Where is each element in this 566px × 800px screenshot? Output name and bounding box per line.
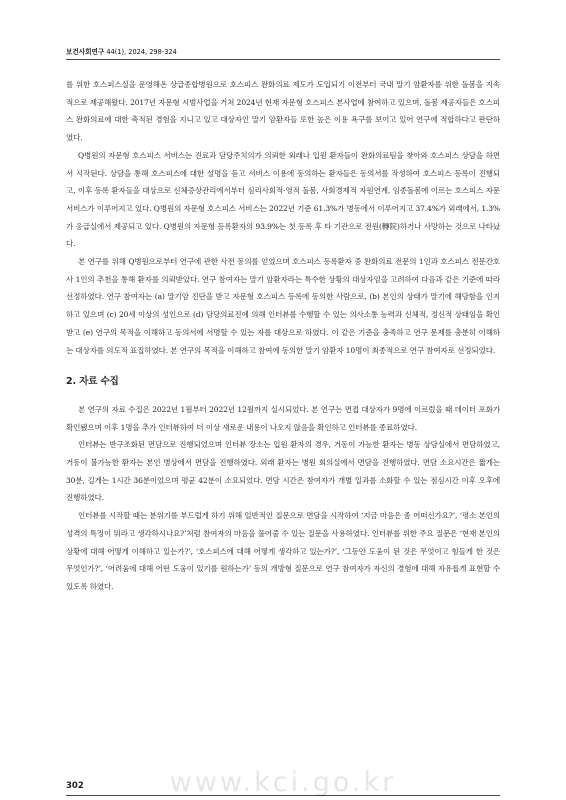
body-paragraph: 인터뷰는 반구조화된 면담으로 진행되었으며 인터뷰 장소는 입원 환자의 경우, 거동이 가능한 환자는 병동 상담실에서 면담하였고, 거동이 불가능한 환자는 본인 병상에서 면담을 진행하였다. 외래 환자는 병원 회의실에서 면담을 진행하였다. 면담 소요시간은 짧게는 30분, 길게는 1시간 36분이었으며 평균 42분이 소요되었다. 면담 시간은 참여자가 개별 일과를 소화할 수 있는 점심시간 이후 오후에 진행하였다. xyxy=(66,440,500,503)
body-paragraph: 본 연구를 위해 Q병원으로부터 연구에 관한 사전 동의를 얻었으며 호스피스 등록환자 중 완화의료 전문의 1인과 호스피스 전문간호사 1인의 추천을 통해 환자를 의뢰받았다. 연구 참여자는 말기 암환자라는 특수한 상황의 대상자임을 고려하여 다음과 같은 기준에 따라 선정하였다. 연구 참여자는 (a) 말기암 진단을 받고 자문형 호스피스 등록에 동의한 사람으로, (b) 본인의 상태가 말기에 해당함을 인지하고 있으며 (c) 20세 이상의 성인으로 (d) 담당의료진에 의해 인터뷰를 수행할 수 있는 의사소통 능력과 신체적, 정신적 상태임을 확인받고 (e) 연구의 목적을 이해하고 동의서에 서명할 수 있는 자를 대상으로 하였다. 이 같은 기준을 충족하고 연구 문제를 충분히 이해하는 대상자를 의도적 표집하였다. 본 연구의 목적을 이해하고 참여에 동의한 말기 암환자 10명이 최종적으로 연구 참여자로 선정되었다. xyxy=(66,257,500,355)
header-divider xyxy=(66,59,500,60)
journal-title: 보건사회연구 xyxy=(66,48,105,56)
watermark: www.kci.go.kr xyxy=(169,767,397,798)
footer-divider xyxy=(66,795,500,796)
body-paragraph: Q병원의 자문형 호스피스 서비스는 진료과 담당주치의가 의뢰한 외래나 입원 환자들이 완화의료팀을 찾아와 호스피스 상담을 하면서 시작된다. 상담을 통해 호스피스에 대한 설명을 듣고 서비스 이용에 동의하는 환자들은 동의서를 작성하여 호스피스 등록이 진행되고, 이후 등록 환자들을 대상으로 신체증상관리에서부터 심리사회적·영적 돌봄, 사회경제적 자원연계, 임종돌봄에 이르는 호스피스 자문서비스가 이루어지고 있다. Q병원의 자문형 호스피스 서비스는 2022년 기준 61.3%가 병동에서 이루어지고 37.4%가 외래에서, 1.3%가 응급실에서 제공되고 있다. Q병원의 자문형 등록환자의 93.9%는 첫 등록 후 타 기관으로 전원(轉院)하거나 사망하는 것으로 나타났다. xyxy=(66,150,500,249)
body-paragraph: 본 연구의 자료 수집은 2022년 1월부터 2022년 12월까지 실시되었다. 본 연구는 면접 대상자가 9명에 이르렀을 때 데이터 포화가 확인됐으며 이후 1명을 추가 인터뷰하여 더 이상 새로운 내용이 나오지 않음을 확인하고 인터뷰를 종료하였다. xyxy=(66,404,500,432)
running-header xyxy=(66,46,177,56)
body-paragraph: 인터뷰를 시작할 때는 분위기를 부드럽게 하기 위해 일반적인 질문으로 면담을 시작하여 ‘지금 마음은 좀 어떠신가요?’, ‘평소 본인의 성격의 특징이 뭐라고 생각하시나요?’처럼 참여자의 마음을 풀어줄 수 있는 질문을 사용하였다. 인터뷰를 위한 주요 질문은 ‘현재 본인의 상황에 대해 어떻게 이해하고 있는가?’, ‘호스피스에 대해 어떻게 생각하고 있는가?’, ‘그동안 도움이 된 것은 무엇이고 힘들게 한 것은 무엇인가?’, ‘어려움에 대해 어떤 도움이 있기를 원하는가’ 등의 개방형 질문으로 연구 참여자가 자신의 경험에 대해 자유롭게 표현할 수 있도록 하였다. xyxy=(66,511,500,591)
body-paragraph: 를 위한 호스피스실을 운영해온 상급종합병원으로 호스피스 완화의료 제도가 도입되기 이전부터 국내 말기 암환자를 위한 돌봄을 지속적으로 제공해왔다. 2017년 자문형 시범사업을 거쳐 2024년 현재 자문형 호스피스 본사업에 참여하고 있으며, 돌봄 제공자들은 호스피스 완화의료에 대한 축적된 경험을 지니고 있고 대상자인 말기 암환자들 또한 높은 이용 욕구를 보이고 있어 연구에 적합하다고 판단하였다. xyxy=(66,80,500,143)
section-heading: 2. 자료 수집 xyxy=(66,376,119,388)
article-body xyxy=(66,76,500,596)
page-number: 302 xyxy=(66,781,84,791)
journal-citation: 44(1), 2024, 298-324 xyxy=(106,48,177,56)
